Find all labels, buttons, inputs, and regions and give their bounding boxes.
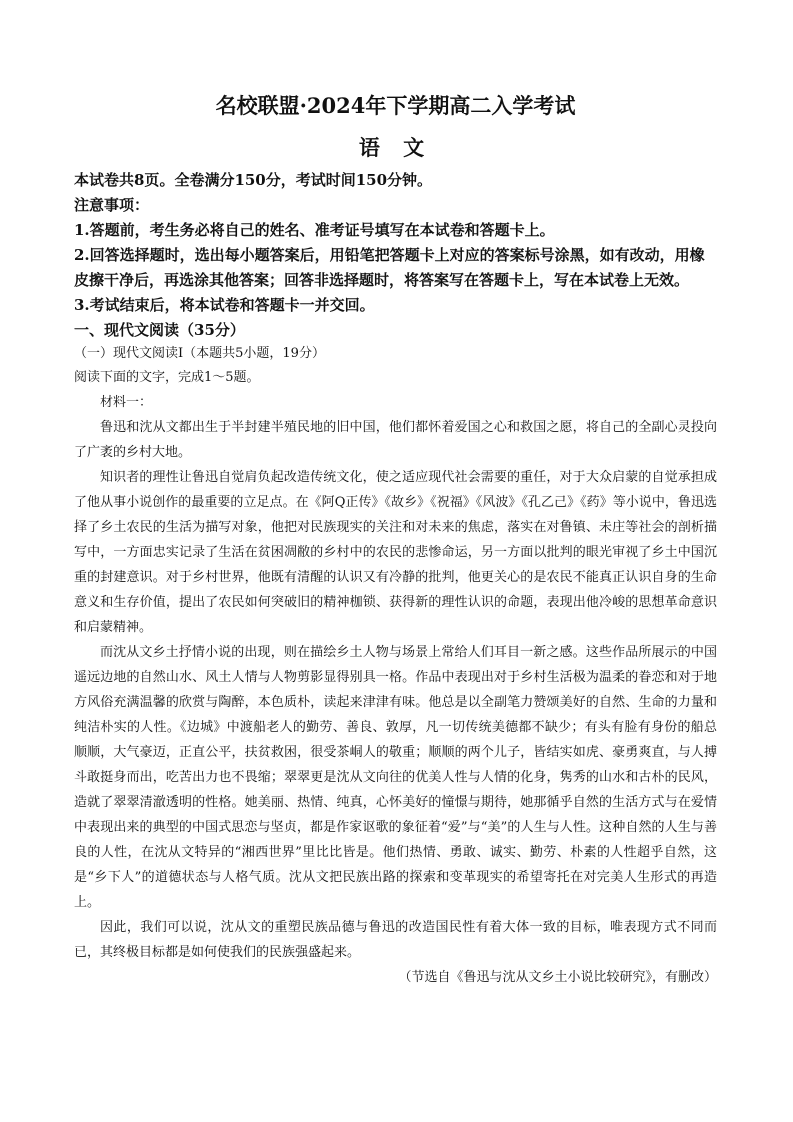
reading-instruction: 阅读下面的文字，完成1～5题。 [74,370,260,385]
section-heading: 一、现代文阅读（35分） [74,321,245,339]
notice-item-3: 3.考试结束后，将本试卷和答题卡一并交回。 [74,296,375,314]
notice-item-2: 2.回答选择题时，选出每小题答案后，用铅笔把答题卡上对应的答案标号涂黑，如有改动，用橡皮擦干净后，再选涂其他答案；回答非选择题时，将答案写在答题卡上，写在本试卷上无效。 [74,246,705,289]
passage-paragraph-3: 而沈从文乡土抒情小说的出现，则在描绘乡土人物与场景上常给人们耳目一新之感。这些作品所展示的中国遥远边地的自然山水、风土人情与人物剪影显得别具一格。作品中表现出对于乡村生活极为温柔的眷恋和对于地方风俗充满温馨的欣赏与陶醉，本色质朴，读起来津津有味。他总是以全副笔力赞颂美好的自然、生命的力量和纯洁朴实的人性。《边城》中渡船老人的勤劳、善良、敦厚，凡一切传统美德都不缺少；有头有脸有身份的船总顺顺，大气豪迈，正直公平，扶贫救困，很受茶峒人的敬重；顺顺的两个儿子，皆结实如虎、豪勇爽直，与人搏斗敢挺身而出，吃苦出力也不畏缩；翠翠更是沈从文向往的优美人性与人情的化身，隽秀的山水和古朴的民风，造就了翠翠清澈透明的性格。她美丽、热情、纯真，心怀美好的憧憬与期待，她那循乎自然的生活方式与在爱情中表现出来的典型的中国式思恋与坚贞，都是作家讴歌的象征着“爱”与“美”的人生与人性。这种自然的人生与善良的人性，在沈从文特异的“湘西世界”里比比皆是。他们热情、勇敢、诚实、勤劳、朴素的人性超乎自然，这是“乡下人”的道德状态与人格气质。沈从文把民族出路的探索和变革现实的希望寄托在对完美人生形式的再造上。 [74,645,717,910]
notice-item-1: 1.答题前，考生务必将自己的姓名、准考证号填写在本试卷和答题卡上。 [74,221,555,239]
notice-heading: 注意事项： [74,196,150,214]
material-label: 材料一： [100,395,153,410]
exam-title: 名校联盟·2024年下学期高二入学考试 [215,93,576,118]
passage-paragraph-2: 知识者的理性让鲁迅自觉肩负起改造传统文化，使之适应现代社会需要的重任，对于大众启蒙的自觉承担成了他从事小说创作的最重要的立足点。在《阿Q正传》《故乡》《祝福》《风波》《孔乙己》《药》等小说中，鲁迅选择了乡土农民的生活为描写对象，他把对民族现实的关注和对未来的焦虑，落实在对鲁镇、未庄等社会的剖析描写中，一方面忠实记录了生活在贫困凋敝的乡村中的农民的悲惨命运，另一方面以批判的眼光审视了乡土中国沉重的封建意识。对于乡村世界，他既有清醒的认识又有冷静的批判，他更关心的是农民不能真正认识自身的生命意义和生存价值，提出了农民如何突破旧的精神枷锁、获得新的理性认识的命题，表现出他冷峻的思想革命意识和启蒙精神。 [74,470,717,635]
sub-section-heading: （一）现代文阅读Ⅰ（本题共5小题，19分） [74,346,325,361]
passage-source: （节选自《鲁迅与沈从文乡土小说比较研究》，有删改） [398,970,717,985]
subject-title: 语 文 [358,135,433,160]
passage-paragraph-1: 鲁迅和沈从文都出生于半封建半殖民地的旧中国，他们都怀着爱国之心和救国之愿，将自己的全副心灵投向了广袤的乡村大地。 [74,420,717,460]
passage-paragraph-4: 因此，我们可以说，沈从文的重塑民族品德与鲁迅的改造国民性有着大体一致的目标，唯表现方式不同而已，其终极目标都是如何使我们的民族强盛起来。 [74,920,717,960]
exam-intro: 本试卷共8页。全卷满分150分，考试时间150分钟。 [74,171,433,189]
